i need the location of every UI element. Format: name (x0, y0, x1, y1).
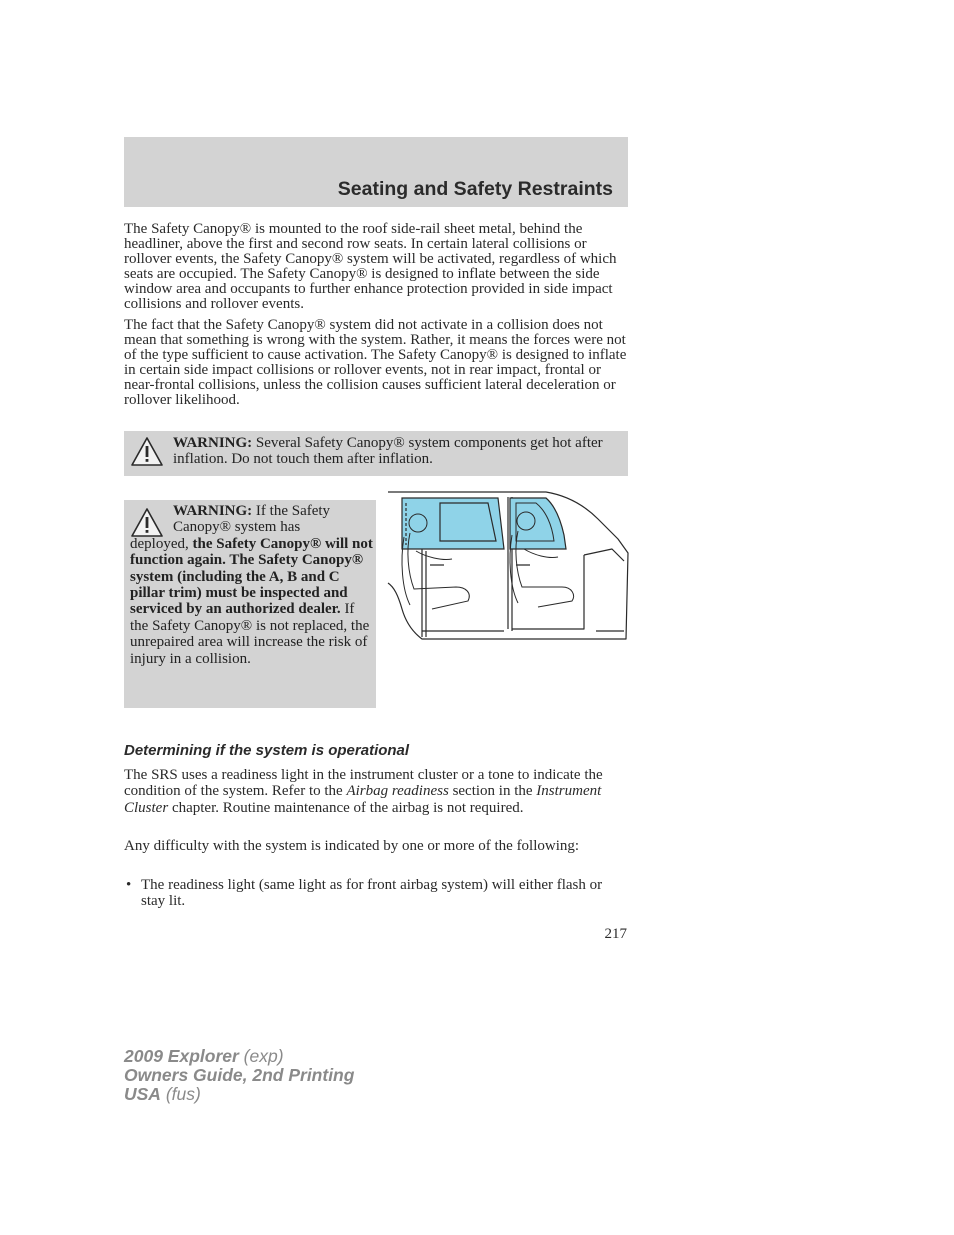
warning-line1: If the Safety (252, 503, 331, 519)
footer (124, 1047, 354, 1104)
warning-text-hot-components (173, 435, 623, 468)
section-header-band (124, 137, 628, 207)
warning-body: Several Safety Canopy® system components get hot after inflation. Do not touch them after inflation. (173, 435, 603, 468)
subheading-system-operational: Determining if the system is operational (124, 742, 410, 759)
warning-label: WARNING: (173, 503, 253, 519)
footer-guide: Owners Guide, 2nd Printing (124, 1065, 355, 1085)
p3-ref-airbag-readiness: Airbag readiness (346, 783, 449, 800)
warning-label: WARNING: (173, 435, 253, 451)
warning-triangle-icon (130, 436, 164, 467)
page-number: 217 (604, 926, 627, 942)
warning-bold-text: the Safety Canopy® will not function again. The Safety Canopy® system (including the A, B and C pillar trim) must be inspected and serviced by an authorized dealer. (130, 535, 373, 618)
p3-text-b: section in the (448, 783, 537, 800)
footer-model-code: (exp) (238, 1046, 284, 1066)
bullet-list (124, 877, 630, 909)
warning-post: If the Safety Canopy® is not replaced, the unrepaired area will increase the risk of injury in a collision. (130, 601, 370, 667)
warning-text-canopy-deployed (130, 503, 374, 667)
warning-box-canopy-deployed (124, 500, 376, 708)
p3-text-a: The SRS uses a readiness light in the instrument cluster or a tone to indicate the condition of the system. Refer to the (124, 767, 603, 800)
footer-region: USA (124, 1084, 161, 1104)
paragraph-canopy-activation: The fact that the Safety Canopy® system did not activate in a collision does not mean that something is wrong with the system. Rather, it means the forces were not of the type sufficient to cause activation. The Safety Canopy® is designed to inflate in certain side impact collisions or rollover events, not in rear impact, frontal or near-frontal collisions, unless the collision causes sufficient lateral deceleration or rollover likelihood. (124, 317, 627, 409)
warning-box-hot-components (124, 431, 628, 476)
paragraph-difficulty: Any difficulty with the system is indicated by one or more of the following: (124, 838, 580, 854)
paragraph-canopy-location: The Safety Canopy® is mounted to the roof side-rail sheet metal, behind the headliner, above the first and second row seats. In certain lateral collisions or rollover events, the Safety Canopy® system will be activated, regardless of which seats are occupied. The Safety Canopy® is designed to inflate between the side window area and occupants to further enhance protection provided in side impact collisions and rollover events. (124, 221, 617, 313)
list-item: The readiness light (same light as for front airbag system) will either flash or stay lit. (141, 877, 603, 909)
footer-region-code: (fus) (160, 1084, 201, 1104)
paragraph-readiness-light (124, 767, 630, 816)
footer-model: 2009 Explorer (124, 1046, 239, 1066)
p3-ref-instrument-cluster: Instrument Cluster (124, 783, 602, 816)
section-title: Seating and Safety Restraints (337, 178, 613, 200)
bullet-dot: • (126, 877, 132, 893)
p3-text-c: chapter. Routine maintenance of the airbag is not required. (168, 799, 524, 816)
warning-line2: Canopy® system has (173, 519, 301, 536)
safety-canopy-illustration (386, 491, 630, 641)
warning-pre: deployed, (130, 535, 193, 552)
